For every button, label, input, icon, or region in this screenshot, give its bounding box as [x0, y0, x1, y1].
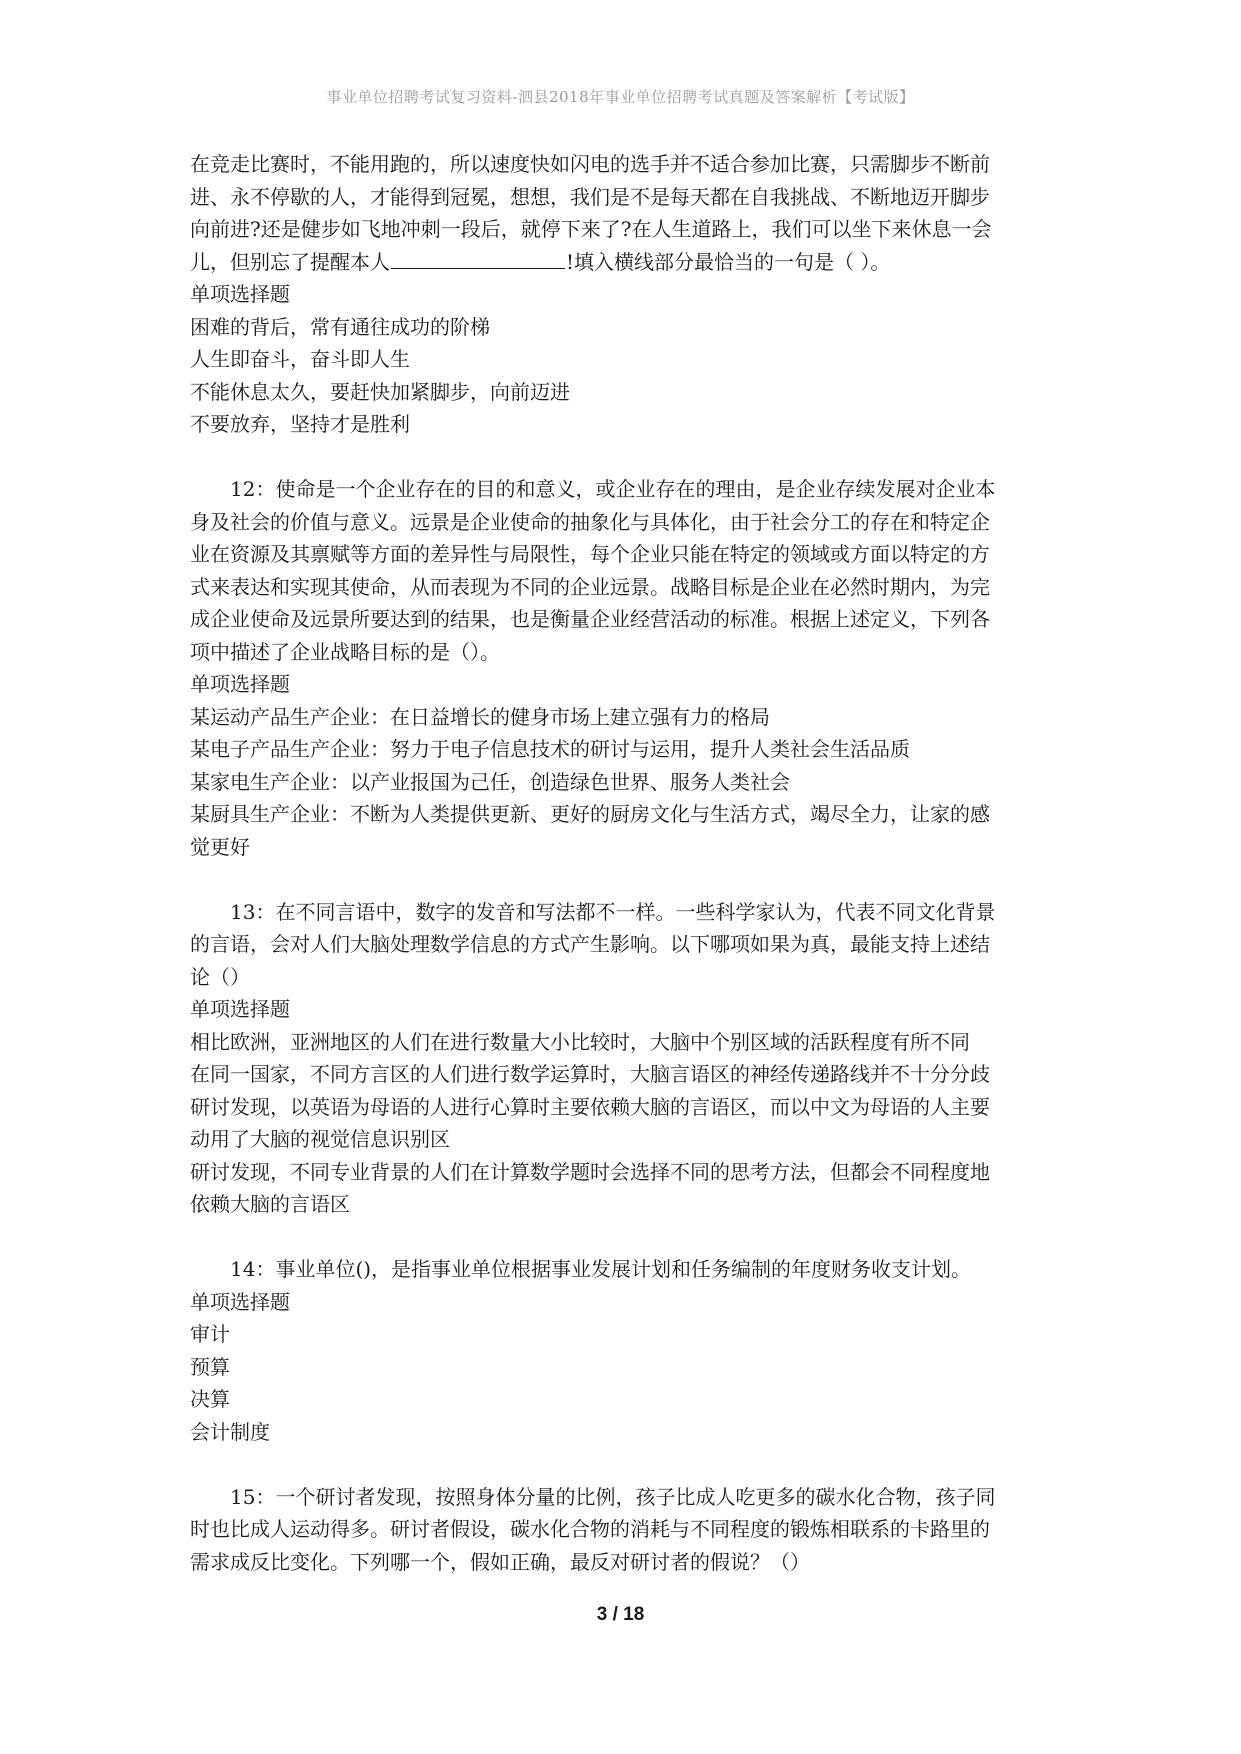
- paragraph-gap: [190, 1221, 1062, 1254]
- option-item: 某厨具生产企业：不断为人类提供更新、更好的厨房文化与生活方式，竭尽全力，让家的感: [190, 802, 990, 826]
- option-item: 在同一国家，不同方言区的人们进行数学运算时，大脑言语区的神经传递路线并不十分分歧: [190, 1062, 990, 1086]
- page-number: 3 / 18: [596, 1604, 645, 1625]
- option-item: 困难的背后，常有通往成功的阶梯: [190, 314, 490, 339]
- question-stem-line: 项中描述了企业战略目标的是（）。: [190, 639, 500, 664]
- question-stem-line: 成企业使命及远景所要达到的结果，也是衡量企业经营活动的标准。根据上述定义，下列各: [190, 607, 990, 631]
- question-stem-line: 向前进?还是健步如飞地冲刺一段后，就停下来了?在人生道路上，我们可以坐下来休息一会: [190, 217, 992, 241]
- paragraph-gap: [190, 1448, 1062, 1481]
- question-stem-line: [190, 246, 1062, 279]
- fill-in-blank: [391, 246, 565, 269]
- question-type-label: 单项选择题: [190, 282, 290, 306]
- option-item: 相比欧洲，亚洲地区的人们在进行数量大小比较时，大脑中个别区域的活跃程度有所不同: [190, 1029, 970, 1054]
- page-header: 事业单位招聘考试复习资料-泗县2018年事业单位招聘考试真题及答案解析【考试版】: [326, 88, 915, 106]
- document-body: [190, 148, 1062, 1578]
- question-stem-line: 需求成反比变化。下列哪一个，假如正确，最反对研讨者的假说？（）: [190, 1549, 810, 1574]
- stem-text-before-blank: 儿，但别忘了提醒本人: [190, 249, 390, 274]
- paragraph-gap: [190, 441, 1062, 474]
- question-type-label: 单项选择题: [190, 997, 290, 1021]
- option-item: 某电子产品生产企业：努力于电子信息技术的研讨与运用，提升人类社会生活品质: [190, 737, 910, 761]
- option-item: 预算: [190, 1354, 230, 1379]
- option-item: 会计制度: [190, 1419, 270, 1444]
- question-13: [190, 896, 1062, 1221]
- option-item-continued: 觉更好: [190, 834, 250, 859]
- question-stem-line: 14：事业单位()，是指事业单位根据事业发展计划和任务编制的年度财务收支计划。: [190, 1257, 972, 1281]
- option-item: 某家电生产企业：以产业报国为己任，创造绿色世界、服务人类社会: [190, 769, 790, 794]
- question-11: [190, 148, 1062, 441]
- option-item: 人生即奋斗，奋斗即人生: [190, 347, 410, 371]
- question-stem-line: 12：使命是一个企业存在的目的和意义，或企业存在的理由，是企业存续发展对企业本: [190, 477, 996, 501]
- question-14: [190, 1253, 1062, 1448]
- question-stem-line: 进、永不停歇的人，才能得到冠冕，想想，我们是不是每天都在自我挑战、不断地迈开脚步: [190, 184, 990, 209]
- question-15: [190, 1481, 1062, 1579]
- option-item-continued: 动用了大脑的视觉信息识别区: [190, 1127, 450, 1151]
- option-item: 不能休息太久，要赶快加紧脚步，向前迈进: [190, 379, 570, 404]
- option-item: 审计: [190, 1322, 230, 1346]
- question-stem-line: 的言语，会对人们大脑处理数学信息的方式产生影响。以下哪项如果为真，最能支持上述结: [190, 932, 990, 956]
- question-stem-line: 时也比成人运动得多。研讨者假设，碳水化合物的消耗与不同程度的锻炼相联系的卡路里的: [190, 1517, 990, 1541]
- option-item-continued: 依赖大脑的言语区: [190, 1192, 350, 1216]
- question-stem-line: 式来表达和实现其使命，从而表现为不同的企业远景。战略目标是企业在必然时期内，为完: [190, 574, 990, 599]
- question-type-label: 单项选择题: [190, 672, 290, 696]
- question-stem-line: 论（）: [190, 964, 250, 989]
- option-item: 决算: [190, 1387, 230, 1411]
- question-stem-line: 15：一个研讨者发现，按照身体分量的比例，孩子比成人吃更多的碳水化合物，孩子同: [190, 1484, 996, 1509]
- stem-text-after-blank: !填入横线部分最恰当的一句是（ ）。: [566, 249, 891, 274]
- question-type-label: 单项选择题: [190, 1289, 290, 1314]
- option-item: 不要放弃，坚持才是胜利: [190, 412, 410, 436]
- question-12: [190, 473, 1062, 863]
- question-stem-line: 在竞走比赛时，不能用跑的，所以速度快如闪电的选手并不适合参加比赛，只需脚步不断前: [190, 152, 990, 176]
- option-item: 某运动产品生产企业：在日益增长的健身市场上建立强有力的格局: [190, 704, 770, 729]
- paragraph-gap: [190, 863, 1062, 896]
- option-item: 研讨发现，不同专业背景的人们在计算数学题时会选择不同的思考方法，但都会不同程度地: [190, 1159, 990, 1184]
- question-stem-line: 业在资源及其禀赋等方面的差异性与局限性，每个企业只能在特定的领域或方面以特定的方: [190, 542, 990, 566]
- option-item: 研讨发现，以英语为母语的人进行心算时主要依赖大脑的言语区，而以中文为母语的人主要: [190, 1094, 990, 1119]
- question-stem-line: 13：在不同言语中，数字的发音和写法都不一样。一些科学家认为，代表不同文化背景: [190, 899, 996, 924]
- question-stem-line: 身及社会的价值与意义。远景是企业使命的抽象化与具体化，由于社会分工的存在和特定企: [190, 509, 990, 534]
